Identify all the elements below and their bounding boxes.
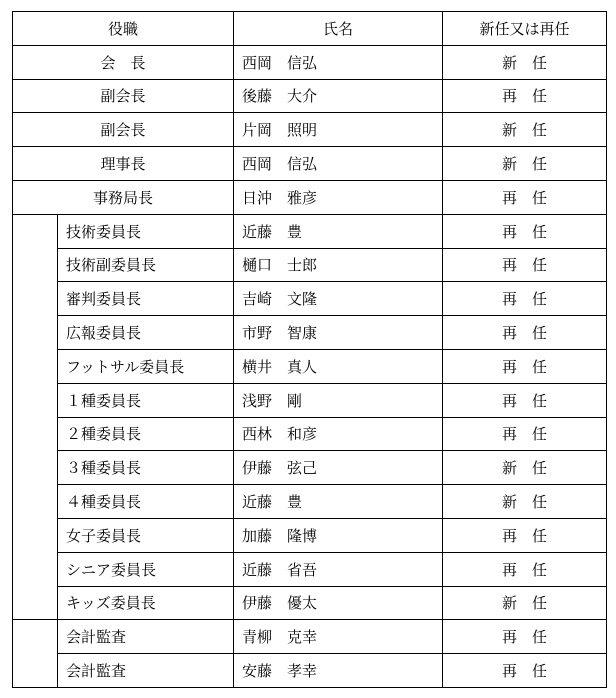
- name-cell: 日沖 雅彦: [234, 180, 443, 214]
- committee-group-spacer: [13, 214, 58, 620]
- table-row: [13, 586, 607, 620]
- header-name: 氏名: [234, 12, 443, 46]
- name-cell: 西岡 信弘: [234, 147, 443, 181]
- status-cell: 再 任: [443, 248, 607, 282]
- table-row: [13, 552, 607, 586]
- officers-table-container: [12, 11, 607, 688]
- role-cell: 会計監査: [58, 620, 234, 654]
- role-cell: 副会長: [13, 113, 234, 147]
- status-cell: 新 任: [443, 147, 607, 181]
- role-cell: 技術副委員長: [58, 248, 234, 282]
- status-cell: 再 任: [443, 620, 607, 654]
- table-row: [13, 214, 607, 248]
- name-cell: 安藤 孝幸: [234, 654, 443, 688]
- role-cell: フットサル委員長: [58, 349, 234, 383]
- table-row: [13, 654, 607, 688]
- role-cell: 広報委員長: [58, 316, 234, 350]
- name-cell: 近藤 省吾: [234, 552, 443, 586]
- table-row: [13, 113, 607, 147]
- status-cell: 再 任: [443, 417, 607, 451]
- role-cell: 理事長: [13, 147, 234, 181]
- status-cell: 再 任: [443, 349, 607, 383]
- name-cell: 後藤 大介: [234, 79, 443, 113]
- status-cell: 再 任: [443, 282, 607, 316]
- table-row: [13, 316, 607, 350]
- name-cell: 浅野 剛: [234, 383, 443, 417]
- name-cell: 近藤 豊: [234, 485, 443, 519]
- status-cell: 新 任: [443, 586, 607, 620]
- role-cell: 会 長: [13, 45, 234, 79]
- auditor-group-spacer: [13, 620, 58, 688]
- status-cell: 再 任: [443, 518, 607, 552]
- table-row: [13, 485, 607, 519]
- name-cell: 青柳 克幸: [234, 620, 443, 654]
- name-cell: 加藤 隆博: [234, 518, 443, 552]
- table-row: [13, 45, 607, 79]
- status-cell: 再 任: [443, 180, 607, 214]
- role-cell: シニア委員長: [58, 552, 234, 586]
- table-row: [13, 417, 607, 451]
- role-cell: ２種委員長: [58, 417, 234, 451]
- status-cell: 再 任: [443, 214, 607, 248]
- status-cell: 再 任: [443, 316, 607, 350]
- name-cell: 吉崎 文隆: [234, 282, 443, 316]
- role-cell: 技術委員長: [58, 214, 234, 248]
- status-cell: 再 任: [443, 383, 607, 417]
- role-cell: ３種委員長: [58, 451, 234, 485]
- table-row: [13, 248, 607, 282]
- name-cell: 伊藤 優太: [234, 586, 443, 620]
- role-cell: １種委員長: [58, 383, 234, 417]
- officers-table: [12, 11, 607, 688]
- role-cell: 会計監査: [58, 654, 234, 688]
- table-row: [13, 282, 607, 316]
- role-cell: 副会長: [13, 79, 234, 113]
- status-cell: 新 任: [443, 485, 607, 519]
- table-row: [13, 180, 607, 214]
- header-role: 役職: [13, 12, 234, 46]
- name-cell: 伊藤 弦己: [234, 451, 443, 485]
- name-cell: 横井 真人: [234, 349, 443, 383]
- name-cell: 西林 和彦: [234, 417, 443, 451]
- table-row: [13, 79, 607, 113]
- name-cell: 西岡 信弘: [234, 45, 443, 79]
- name-cell: 樋口 士郎: [234, 248, 443, 282]
- table-row: [13, 620, 607, 654]
- table-row: [13, 451, 607, 485]
- status-cell: 再 任: [443, 552, 607, 586]
- header-row: [13, 12, 607, 46]
- status-cell: 新 任: [443, 451, 607, 485]
- status-cell: 再 任: [443, 654, 607, 688]
- role-cell: 女子委員長: [58, 518, 234, 552]
- role-cell: 審判委員長: [58, 282, 234, 316]
- role-cell: ４種委員長: [58, 485, 234, 519]
- status-cell: 新 任: [443, 113, 607, 147]
- table-row: [13, 349, 607, 383]
- role-cell: キッズ委員長: [58, 586, 234, 620]
- name-cell: 近藤 豊: [234, 214, 443, 248]
- status-cell: 再 任: [443, 79, 607, 113]
- name-cell: 片岡 照明: [234, 113, 443, 147]
- header-status: 新任又は再任: [443, 12, 607, 46]
- table-row: [13, 518, 607, 552]
- name-cell: 市野 智康: [234, 316, 443, 350]
- status-cell: 新 任: [443, 45, 607, 79]
- table-row: [13, 383, 607, 417]
- table-row: [13, 147, 607, 181]
- role-cell: 事務局長: [13, 180, 234, 214]
